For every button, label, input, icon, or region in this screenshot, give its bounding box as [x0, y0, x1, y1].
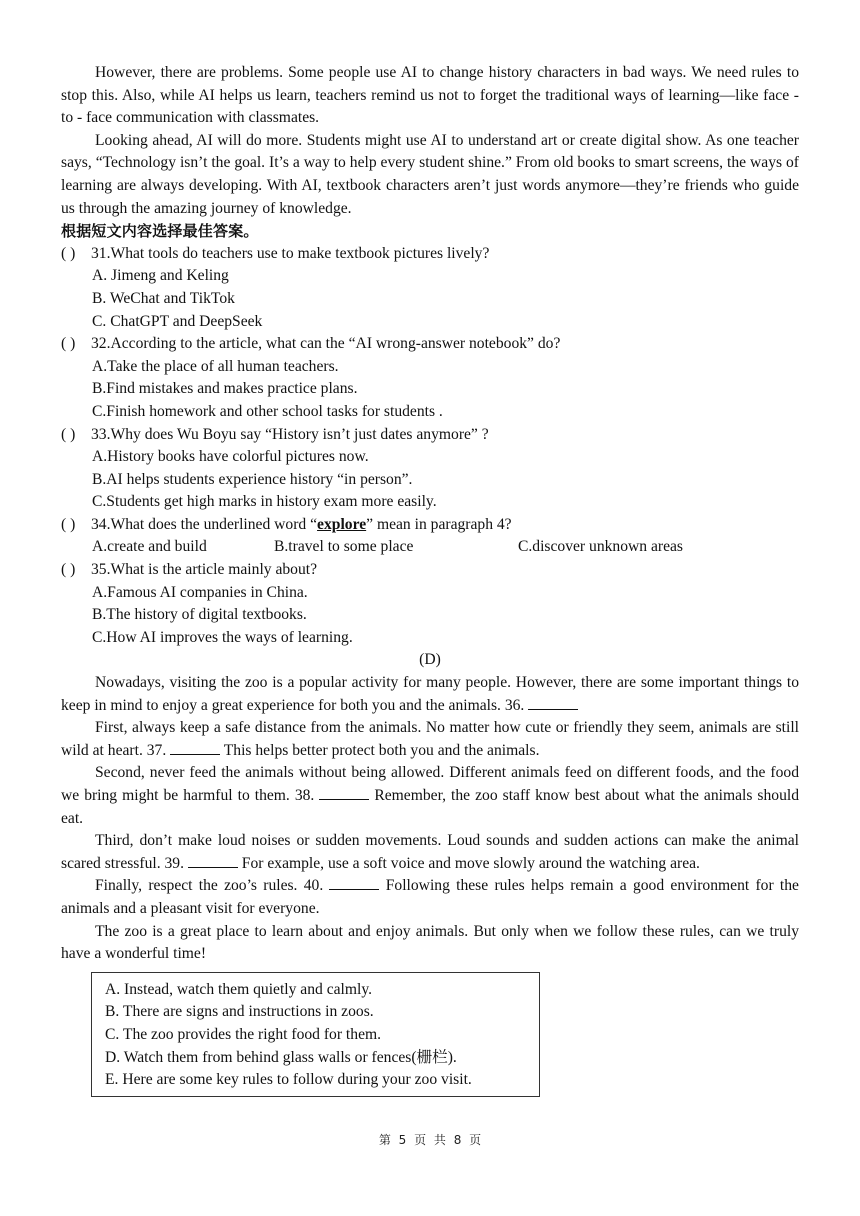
instruction-heading: 根据短文内容选择最佳答案。 — [61, 222, 259, 241]
answer-blank-38 — [319, 785, 369, 800]
option: A. Instead, watch them quietly and calmly. — [105, 980, 373, 998]
section-title: (D) — [419, 651, 441, 669]
paragraph-text: Finally, respect the zoo’s rules. 40. — [95, 877, 324, 895]
option: B.travel to some place — [274, 538, 414, 556]
passage-paragraph — [61, 830, 799, 875]
option: C.Finish homework and other school tasks for students . — [92, 402, 443, 420]
answer-bracket: ( ) — [61, 244, 76, 262]
answer-blank-39 — [188, 853, 238, 868]
option: A.Take the place of all human teachers. — [92, 357, 339, 375]
page-footer: 第 5 页 共 8 页 — [378, 1133, 482, 1147]
answer-bracket: ( ) — [61, 515, 76, 533]
option: A.History books have colorful pictures now. — [92, 448, 369, 466]
passage-paragraph — [61, 762, 799, 830]
question-stem: 35.What is the article mainly about? — [91, 561, 318, 579]
option: C.Students get high marks in history exam more easily. — [92, 493, 437, 511]
paragraph-text: Third, don’t make loud noises or sudden movements. Loud sounds and sudden actions can make the animal scared stressful. 39. — [61, 832, 799, 872]
paragraph-text: First, always keep a safe distance from the animals. No matter how cute or friendly they seem, animals are still wild at heart. 37. — [61, 719, 799, 759]
passage-paragraph: However, there are problems. Some people use AI to change history characters in bad ways. We need rules to stop this. Also, while AI helps us learn, teachers remind us not to forget the traditional ways of learning—like face - to - face communication with classmates. — [61, 64, 799, 127]
answer-bracket: ( ) — [61, 561, 76, 579]
options-row — [61, 536, 799, 559]
passage-paragraph — [61, 672, 799, 717]
option: A.Famous AI companies in China. — [92, 583, 308, 601]
question-35 — [61, 559, 799, 582]
question-stem: 31.What tools do teachers use to make textbook pictures lively? — [91, 244, 490, 262]
paragraph-text: Nowadays, visiting the zoo is a popular activity for many people. However, there are some important things to keep in mind to enjoy a great experience for both you and the animals. 36. — [61, 674, 799, 714]
passage-paragraph — [61, 717, 799, 762]
option: A.create and build — [92, 538, 207, 556]
paragraph-text: Second, never feed the animals without being allowed. Different animals feed on different foods, and the food we bring might be harmful to them. 38. — [61, 764, 799, 804]
underlined-word: explore — [317, 515, 367, 533]
answer-blank-36 — [528, 695, 578, 710]
option: C. The zoo provides the right food for them. — [105, 1025, 382, 1043]
option: C.How AI improves the ways of learning. — [92, 628, 353, 646]
option: C. ChatGPT and DeepSeek — [92, 312, 263, 330]
page-content — [61, 62, 799, 1097]
option: B.AI helps students experience history “in person”. — [92, 470, 413, 488]
question-stem-start: 34.What does the underlined word “ — [91, 515, 318, 533]
option: B.Find mistakes and makes practice plans. — [92, 380, 358, 398]
option: A. Jimeng and Keling — [92, 267, 229, 285]
passage-paragraph: The zoo is a great place to learn about and enjoy animals. But only when we follow these rules, can we truly have a wonderful time! — [61, 922, 799, 963]
paragraph-text: Remember, the zoo staff know best about what the animals should eat. — [61, 787, 799, 827]
option: B.The history of digital textbooks. — [92, 606, 307, 624]
paragraph-text: For example, use a soft voice and move slowly around the watching area. — [241, 854, 700, 872]
option: D. Watch them from behind glass walls or fences(栅栏). — [105, 1048, 457, 1066]
answer-blank-40 — [329, 875, 379, 890]
options-box — [91, 972, 540, 1097]
question-34 — [61, 514, 799, 537]
answer-bracket: ( ) — [61, 335, 76, 353]
option: B. WeChat and TikTok — [92, 289, 235, 307]
question-32 — [61, 333, 799, 356]
option: B. There are signs and instructions in zoos. — [105, 1003, 374, 1021]
answer-bracket: ( ) — [61, 425, 76, 443]
question-stem-end: ” mean in paragraph 4? — [366, 515, 512, 533]
question-stem: 32.According to the article, what can the “AI wrong-answer notebook” do? — [91, 335, 561, 353]
paragraph-text: This helps better protect both you and the animals. — [223, 741, 540, 759]
passage-paragraph: Looking ahead, AI will do more. Students might use AI to understand art or create digital show. As one teacher says, “Technology isn’t the goal. It’s a way to help every student shine.” From old books to smart screens, the ways of learning are always developing. With AI, textbook characters aren’t just words anymore—they’re friends who guide us through the amazing journey of knowledge. — [61, 131, 799, 217]
question-33 — [61, 424, 799, 447]
option: C.discover unknown areas — [518, 538, 683, 556]
question-stem: 33.Why does Wu Boyu say “History isn’t just dates anymore” ? — [91, 425, 489, 443]
answer-blank-37 — [170, 740, 220, 755]
question-31 — [61, 243, 799, 266]
paragraph-text: Following these rules helps remain a good environment for the animals and a pleasant visit for everyone. — [61, 877, 799, 917]
passage-paragraph — [61, 875, 799, 920]
option: E. Here are some key rules to follow during your zoo visit. — [105, 1071, 472, 1089]
